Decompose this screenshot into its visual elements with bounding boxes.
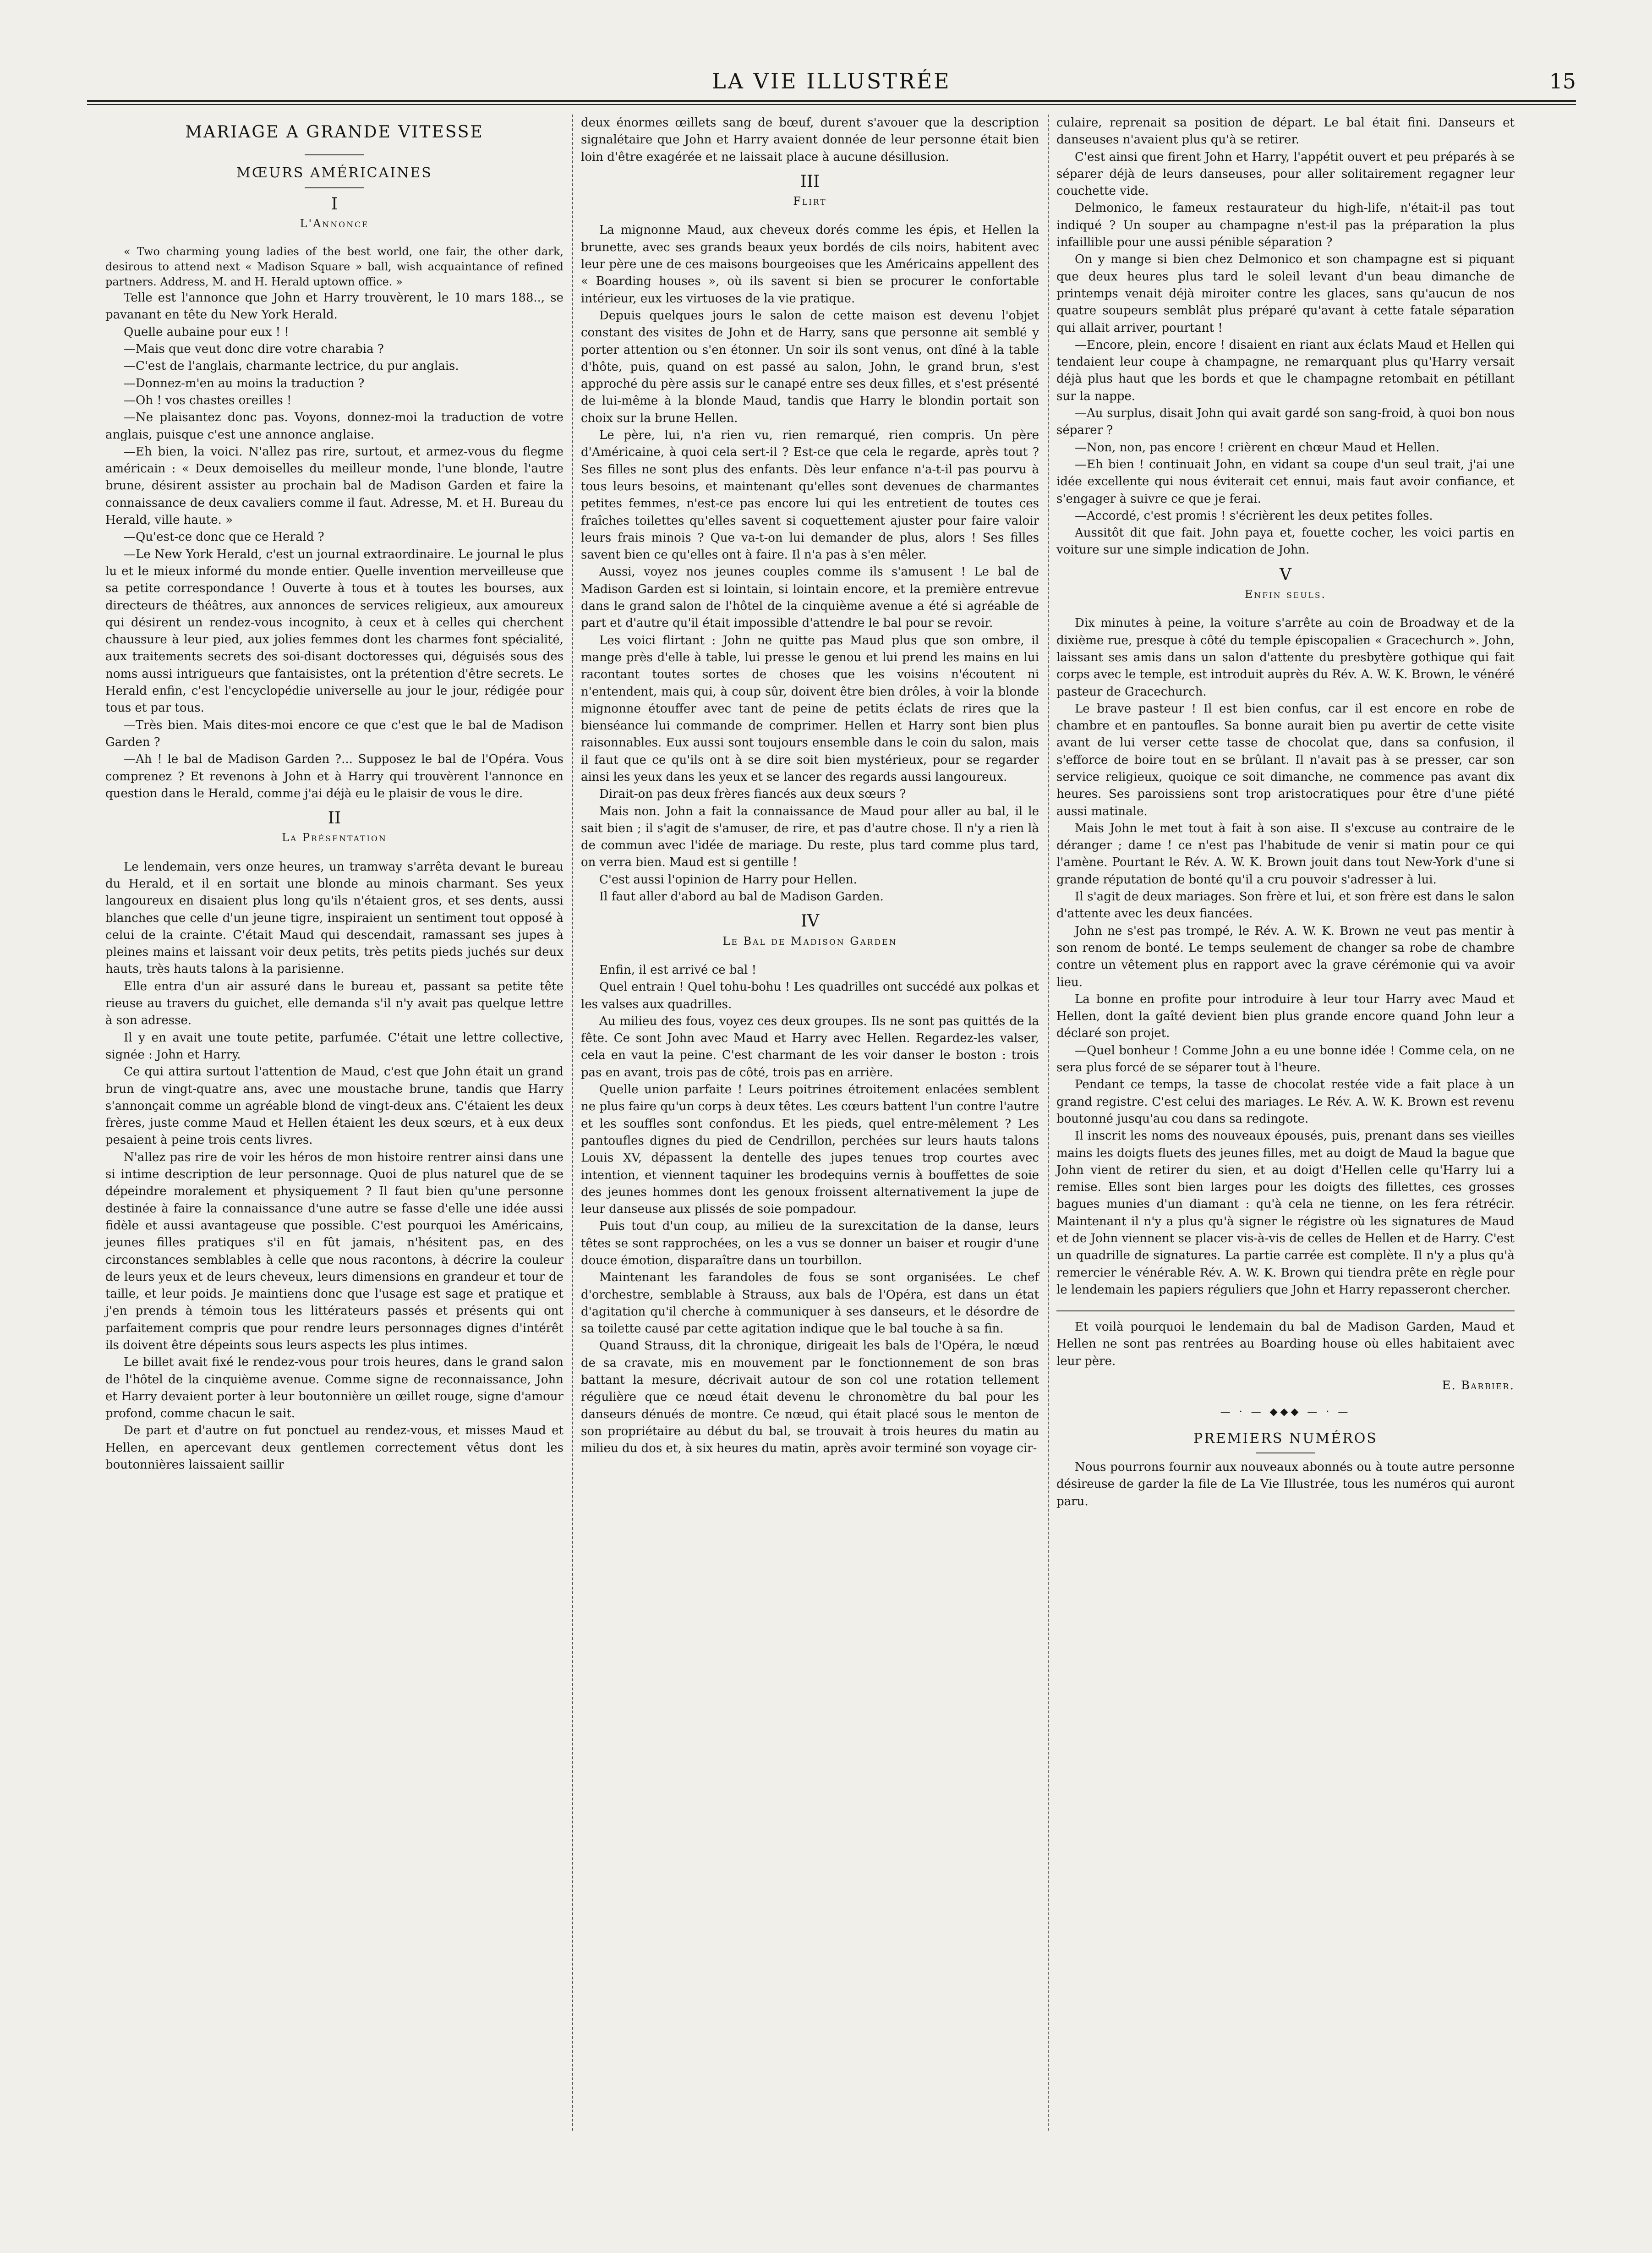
column-3: [1056, 115, 1515, 1510]
paragraph: —Le New York Herald, c'est un journal extraordinaire. Le journal le plus lu et le mieux informé du monde entier. Quelle invention merveilleuse que sa petite correspondance ! Ouverte à tous et à toutes les bourses, aux directeurs de théâtres, aux annonces de services religieux, aux amoureux qui désirent un rendez-vous incognito, à ceux et à celles qui cherchent chaussure à leur pied, aux jolies femmes dont les charmes font spécialité, aux traitements secrets des soi-disant doctoresses qui, déguisés sous des noms aussi intrigueurs que fantaisistes, ont la prétention d'être secrets. Le Herald enfin, c'est l'encyclopédie universelle au jour le jour, rédigée pour tous et par tous.: [105, 547, 563, 715]
short-rule: [305, 187, 364, 188]
paragraph: Les voici flirtant : John ne quitte pas Maud plus que son ombre, il mange près d'elle à table, lui presse le genou et lui prend les mains en lui racontant toutes sortes de choses que les voisins n'écoutent ni n'entendent, mais qui, à coup sûr, doivent être bien drôles, à voir la blonde mignonne étouffer avec tant de peine de petits éclats de rires que la bienséance lui commande de comprimer. Hellen et Harry sont bien plus raisonnables. Eux aussi sont toujours ensemble dans le coin du salon, mais il faut que ce qu'ils ont à se dire soit bien mystérieux, pour se regarder ainsi les yeux dans les yeux et se lancer des regards aussi langoureux.: [581, 633, 1039, 784]
paragraph: Maintenant les farandoles de fous se sont organisées. Le chef d'orchestre, semblable à Strauss, aux bals de l'Opéra, est dans un état d'agitation qu'il cherche à communiquer à ses danseurs, et le désordre de sa toilette causé par cette agitation indique que le bal touche à sa fin.: [581, 1271, 1039, 1336]
section-number: V: [1280, 565, 1291, 584]
paragraph: Quel entrain ! Quel tohu-bohu ! Les quadrilles ont succédé aux polkas et les valses aux quadrilles.: [581, 980, 1039, 1011]
section-title: L'Annonce: [300, 217, 369, 230]
paragraph: Mais non. John a fait la connaissance de Maud pour aller au bal, il le sait bien ; il s'agit de s'amuser, de rire, et pas d'autre chose. Il n'y a rien là de commun avec l'idée de mariage. Du reste, plus tard comme plus tard, on verra bien. Maud est si gentille !: [581, 804, 1039, 870]
paragraph: La bonne en profite pour introduire à leur tour Harry avec Maud et Hellen, dont la gaîté devient bien plus grande encore quand John leur a déclaré son projet.: [1056, 992, 1515, 1041]
paragraph: On y mange si bien chez Delmonico et son champagne est si piquant que deux heures plus tard le soleil levant d'un beau dimanche de printemps venait déjà miroiter contre les glaces, sans qu'aucun de nos quatre soupeurs semblât plus préparé qu'avant à cette fatale séparation qui allait arriver, pourtant !: [1056, 252, 1515, 335]
paragraph: Delmonico, le fameux restaurateur du high-life, n'était-il pas tout indiqué ? Un souper au champagne n'est-il pas la préparation la plus infaillible pour une aussi pénible séparation ?: [1056, 201, 1515, 250]
paragraph: Il inscrit les noms des nouveaux épousés, puis, prenant dans ses vieilles mains les doigts fluets des jeunes filles, met au doigt de Maud la bague que John vient de retirer du sien, et au doigt d'Hellen celle qu'Harry lui a remise. Elles sont bien larges pour les doigts des fillettes, ces grosses bagues munies d'un diamant : qu'à cela ne tienne, on les fera rétrécir. Maintenant il n'y a plus qu'à signer le régistre où les signatures de Maud et de John viennent se placer vis-à-vis de celles de Hellen et de Harry. C'est un quadrille de signatures. La partie carrée est complète. Il n'y a plus qu'à remercier le vénérable Rév. A. W. K. Brown qui tiendra prête en règle pour le lendemain les papiers réguliers que John et Harry repasseront chercher.: [1056, 1129, 1515, 1297]
paragraph: Il faut aller d'abord au bal de Madison Garden.: [599, 890, 884, 904]
paragraph: —Ah ! le bal de Madison Garden ?... Supposez le bal de l'Opéra. Vous comprenez ? Et revenons à John et à Harry qui trouvèrent l'annonce en question dans le Herald, comme j'ai déjà eu le plaisir de vous le dire.: [105, 752, 563, 800]
paragraph: Le père, lui, n'a rien vu, rien remarqué, rien compris. Un père d'Américaine, à quoi cela sert-il ? Est-ce que cela le regarde, après tout ? Ses filles ne sont plus des enfants. Dès leur enfance n'a-t-il pas pourvu à tous leurs besoins, et maintenant qu'elles sont devenues de charmantes petites femmes, n'est-ce pas encore lui qui les entretient de toutes ces fraîches toilettes qu'elles savent si coquettement ajuster pour faire valoir leurs frais minois ? Que va-t-on lui demander de plus, alors ! Ses filles savent bien ce qu'elles ont à faire. Il n'a pas à s'en mêler.: [581, 428, 1039, 562]
paragraph: —Ne plaisantez donc pas. Voyons, donnez-moi la traduction de votre anglais, puisque c'est une annonce anglaise.: [105, 411, 563, 442]
page-header: [87, 69, 1576, 96]
paragraph: Le brave pasteur ! Il est bien confus, car il est encore en robe de chambre et en pantoufles. Sa bonne aurait bien pu avertir de cette visite avant de lui verser cette tasse de chocolat que, dans sa confusion, il s'efforce de boire tout en se brûlant. Il n'avait pas à se presser, car son service religieux, quoique ce soit dimanche, ne commence pas avant dix heures. Ses paroissiens sont trop aristocratiques pour être d'une piété aussi matinale.: [1056, 702, 1515, 818]
column-1: [105, 115, 563, 1474]
paragraph: John ne s'est pas trompé, le Rév. A. W. K. Brown ne veut pas mentir à son renom de bonté. Le temps seulement de changer sa robe de chambre contre un vêtement plus en rapport avec la grave cérémonie qui va avoir lieu.: [1056, 924, 1515, 989]
notice-text: Nous pourrons fournir aux nouveaux abonnés ou à toute autre personne désireuse de garder la file de La Vie Illustrée, tous les numéros qui auront paru.: [1056, 1460, 1515, 1508]
section-number: I: [331, 194, 338, 214]
paragraph: Au milieu des fous, voyez ces deux groupes. Ils ne sont pas quittés de la fête. Ce sont John avec Maud et Harry avec Hellen. Regardez-les valser, cela en vaut la peine. C'est charmant de les voir danser le boston : trois pas en avant, trois pas de côté, trois pas en arrière.: [581, 1014, 1039, 1080]
paragraph: Le billet avait fixé le rendez-vous pour trois heures, dans le grand salon de l'hôtel de la cinquième avenue. Comme signe de reconnaissance, John et Harry devaient porter à leur boutonnière un œillet rouge, signe d'amour profond, comme chacun le sait.: [105, 1355, 563, 1421]
paragraph: —Encore, plein, encore ! disaient en riant aux éclats Maud et Hellen qui tendaient leur coupe à champagne, ne remarquant plus qu'Harry versait déjà plus haut que les bords et que le champagne retombait en pétillant sur la nappe.: [1056, 338, 1515, 403]
paragraph: Quand Strauss, dit la chronique, dirigeait les bals de l'Opéra, le nœud de sa cravate, mis en mouvement par le fonctionnement de son bras battant la mesure, décrivait autour de son col une rotation tellement régulière que ce nœud était devenu le chronomètre du bal pour les danseurs dénués de montre. Ce nœud, qui était placé sous le menton de son propriétaire au début du bal, se trouvait à trois heures du matin au milieu du dos et, à six heures du matin, après avoir terminé son voyage cir-: [581, 1339, 1039, 1456]
paragraph: Il y en avait une toute petite, parfumée. C'était une lettre collective, signée : John et Harry.: [105, 1031, 563, 1062]
paragraph: Et voilà pourquoi le lendemain du bal de Madison Garden, Maud et Hellen ne sont pas rentrées au Boarding house où elles habitaient avec leur père.: [1056, 1320, 1515, 1368]
paragraph: Mais John le met tout à fait à son aise. Il s'excuse au contraire de le déranger ; dame ! ce n'est pas l'habitude de venir si matin pour ce qui l'amène. Pourtant le Rév. A. W. K. Brown jouit dans tout New-York d'une si grande réputation de bonté qu'il a cru pouvoir s'adresser à lui.: [1056, 821, 1515, 887]
notice-title: PREMIERS NUMÉROS: [1193, 1430, 1378, 1447]
author-signature: E. Barbier.: [1442, 1379, 1515, 1393]
paragraph: C'est ainsi que firent John et Harry, l'appétit ouvert et peu préparés à se séparer déjà de leurs danseuses, pour aller solitairement regagner leur couchette vide.: [1056, 150, 1515, 198]
paragraph: —Eh bien, la voici. N'allez pas rire, surtout, et armez-vous du flegme américain : « Deux demoiselles du meilleur monde, l'une blonde, l'autre brune, désirent assister au prochain bal de Madison Garden et faire la connaissance de deux cavaliers comme il faut. Adresse, M. et H. Bureau du Herald, ville haute. »: [105, 444, 563, 527]
header-rule-thin: [87, 104, 1576, 105]
paragraph: Ce qui attira surtout l'attention de Maud, c'est que John était un grand brun de vingt-quatre ans, avec une moustache brune, tandis que Harry s'annonçait comme un agréable blond de vingt-deux ans. C'étaient les deux frères, juste comme Maud et Hellen étaient les deux sœurs, et à eux deux pesaient à peine trois cents livres.: [105, 1065, 563, 1147]
paragraph: N'allez pas rire de voir les héros de mon histoire rentrer ainsi dans une si intime description de leur personnage. Quoi de plus naturel que de se dépeindre moralement et physiquement ? Il faut bien qu'une personne destinée à faire la connaissance d'une autre se fasse d'elle une idée aussi fidèle et aussi avantageuse que possible. C'est pourquoi les Américains, jeunes filles pratiques s'il en fût jamais, n'hésitent pas, en des circonstances semblables à celle que nous racontons, à décrire la couleur de leurs yeux et de leurs cheveux, leurs dimensions en grandeur et tour de taille, et leur poids. Je maintiens donc que l'usage est sage et pratique et j'en prends à témoin tous les littérateurs passés et présents qui ont parfaitement compris que pour rendre leurs personnages dignes d'intérêt ils doivent être dépeints sous leurs aspects les plus intimes.: [105, 1150, 563, 1352]
section-number: IV: [800, 912, 820, 931]
paragraph: —Qu'est-ce donc que ce Herald ?: [124, 530, 324, 544]
short-rule: [305, 154, 364, 155]
column-divider: [1048, 115, 1049, 2131]
paragraph: culaire, reprenait sa position de départ. Le bal était fini. Danseurs et danseuses n'avaient plus qu'à se retirer.: [1056, 116, 1515, 147]
section-number: III: [800, 172, 820, 191]
paragraph: Enfin, il est arrivé ce bal !: [599, 963, 757, 977]
paragraph: Pendant ce temps, la tasse de chocolat restée vide a fait place à un grand registre. C'est celui des mariages. Le Rév. A. W. K. Brown est revenu boutonné jusqu'au cou dans sa redingote.: [1056, 1078, 1515, 1126]
paragraph: Il s'agit de deux mariages. Son frère et lui, et son frère est dans le salon d'attente avec les deux fiancées.: [1056, 890, 1515, 921]
paragraph: Aussitôt dit que fait. John paya et, fouette cocher, les voici partis en voiture sur une simple indication de John.: [1056, 526, 1515, 557]
paragraph: Dirait-on pas deux frères fiancés aux deux sœurs ?: [599, 787, 906, 801]
paragraph: Puis tout d'un coup, au milieu de la surexcitation de la danse, leurs têtes se sont rapprochées, on les a vus se donner un baiser et rougir d'une douce émotion, disparaître dans un tourbillon.: [581, 1219, 1039, 1267]
paragraph: Quelle aubaine pour eux ! !: [124, 325, 289, 339]
column-divider: [572, 115, 573, 2131]
article-title: MARIAGE A GRANDE VITESSE: [185, 123, 484, 142]
paragraph: —Eh bien ! continuait John, en vidant sa coupe d'un seul trait, j'ai une idée excellente qui nous éviterait cet ennui, mais faut avoir confiance, et s'engager à suivre ce que je ferai.: [1056, 457, 1515, 506]
paragraph: —Donnez-m'en au moins la traduction ?: [124, 376, 365, 390]
paragraph: Le lendemain, vers onze heures, un tramway s'arrêta devant le bureau du Herald, et il en sortait une blonde au minois charmant. Ses yeux langoureux en disaient plus long qu'ils n'étaient gros, et ses dents, aussi blanches que celle d'un jeune tigre, inspiraient un sentiment tout opposé à celui de la crainte. C'était Maud qui descendait, ramassant ses jupes à pleines mains et laissant voir deux petits, très petits pieds juchés sur deux hauts, très hauts talons à la parisienne.: [105, 860, 563, 976]
section-title: Enfin seuls.: [1244, 588, 1327, 601]
paragraph: —C'est de l'anglais, charmante lectrice, du pur anglais.: [124, 359, 459, 373]
section-title: Flirt: [793, 195, 827, 208]
section-number: II: [328, 809, 341, 828]
paragraph: C'est aussi l'opinion de Harry pour Hellen.: [599, 872, 857, 887]
ornament: — · — ◆◆◆ — · —: [1220, 1406, 1351, 1418]
paragraph: Aussi, voyez nos jeunes couples comme ils s'amusent ! Le bal de Madison Garden est si lointain, si lointain encore, et la première entrevue dans le grand salon de l'hôtel de la cinquième avenue a été si agréable de part et d'autre qu'il était impossible d'attendre le bal pour se revoir.: [581, 565, 1039, 630]
paragraph: —Accordé, c'est promis ! s'écrièrent les deux petites folles.: [1075, 509, 1433, 523]
article-subtitle: MŒURS AMÉRICAINES: [236, 165, 432, 181]
paragraph: —Mais que veut donc dire votre charabia ?: [124, 342, 384, 356]
paragraph: De part et d'autre on fut ponctuel au rendez-vous, et misses Maud et Hellen, en apercevant deux gentlemen correctement vêtus dont les boutonnières laissaient saillir: [105, 1424, 563, 1472]
section-rule: [1056, 1310, 1515, 1311]
paragraph: Quelle union parfaite ! Leurs poitrines étroitement enlacées semblent ne plus faire qu'un corps à deux têtes. Les cœurs battent l'un contre l'autre et les souffles sont confondus. Et les pieds, quel entre-mêlement ? Les pantoufles dignes du pied de Cendrillon, perchées sur leurs hauts talons Louis XV, dépassent la dentelle des jupes tenues trop courtes avec intention, et viennent taquiner les brodequins vernis à bouffettes de soie des jeunes hommes dont les genoux froissent alternativement la jupe de leur danseuse aux plissés de soie pompadour.: [581, 1083, 1039, 1217]
section-title: Le Bal de Madison Garden: [722, 934, 897, 948]
journal-title: LA VIE ILLUSTRÉE: [712, 69, 951, 93]
paragraph: —Très bien. Mais dites-moi encore ce que c'est que le bal de Madison Garden ?: [105, 718, 563, 749]
paragraph: —Quel bonheur ! Comme John a eu une bonne idée ! Comme cela, on ne sera plus forcé de se séparer tout à l'heure.: [1056, 1043, 1515, 1075]
paragraph: deux énormes œillets sang de bœuf, durent s'avouer que la description signalétaire que John et Harry avaient donnée de leur personne était bien loin d'être exagérée et ne laissait place à aucune désillusion.: [581, 116, 1039, 164]
paragraph: —Au surplus, disait John qui avait gardé son sang-froid, à quoi bon nous séparer ?: [1056, 406, 1515, 438]
classified-ad: « Two charming young ladies of the best world, one fair, the other dark, desirous to attend next « Madison Square » ball, wish acquaintance of refined partners. Address, M. and H. Herald uptown office. »: [105, 245, 563, 289]
paragraph: La mignonne Maud, aux cheveux dorés comme les épis, et Hellen la brunette, avec ses grands beaux yeux bordés de cils noirs, habitent avec leur père une de ces maisons bourgeoises que les Américains appellent des « Boarding houses », où ils savent si bien se procurer le confortable intérieur, eux les virtuoses de la vie pratique.: [581, 223, 1039, 306]
paragraph: Dix minutes à peine, la voiture s'arrête au coin de Broadway et de la dixième rue, presque à côté du temple épiscopalien « Gracechurch ». John, laissant ses amis dans un salon d'attente du presbytère gothique qui fait corps avec le temple, est introduit auprès du Rév. A. W. K. Brown, le vénéré pasteur de Gracechurch.: [1056, 616, 1515, 699]
paragraph: —Non, non, pas encore ! crièrent en chœur Maud et Hellen.: [1075, 440, 1440, 455]
paragraph: Elle entra d'un air assuré dans le bureau et, passant sa petite tête rieuse au travers du guichet, elle demanda s'il n'y avait pas quelque lettre à son adresse.: [105, 979, 563, 1028]
paragraph: —Oh ! vos chastes oreilles !: [124, 393, 292, 407]
paragraph: Depuis quelques jours le salon de cette maison est devenu l'objet constant des visites de John et de Harry, sans que personne ait semblé y porter attention ou s'en étonner. Un soir ils sont venus, ont dîné à la table d'hôte, puis, quand on est passé au salon, John, le grand brun, s'est approché du père assis sur le canapé entre ses deux filles, et s'est présenté de lui-même à la blonde Maud, tandis que Harry le blondin portait son choix sur la brune Hellen.: [581, 308, 1039, 425]
section-title: La Présentation: [282, 831, 387, 844]
header-rule-thick: [87, 100, 1576, 102]
column-2: [581, 115, 1039, 1458]
paragraph: Telle est l'annonce que John et Harry trouvèrent, le 10 mars 188.., se pavanant en tête du New York Herald.: [105, 291, 563, 322]
page-number: 15: [1549, 69, 1576, 93]
